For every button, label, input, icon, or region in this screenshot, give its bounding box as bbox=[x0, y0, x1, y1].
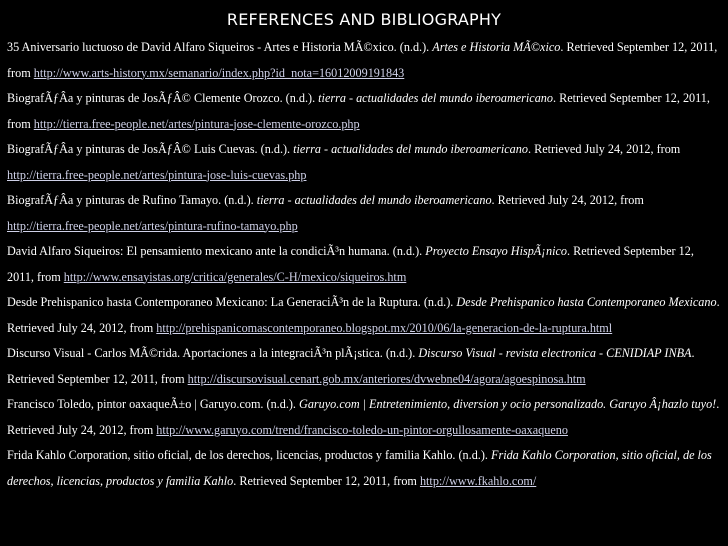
reference-source-title: Frida Kahlo Corporation, sitio oficial, de los bbox=[491, 448, 712, 462]
reference-text: BiografÃƒÂa y pinturas de JosÃƒÂ© Luis Cuevas. (n.d.). bbox=[7, 142, 294, 156]
reference-line bbox=[7, 38, 727, 64]
reference-line bbox=[7, 319, 727, 345]
reference-retrieved: Retrieved September 12, 2011, from bbox=[7, 371, 188, 386]
reference-retrieved: . Retrieved September 12, 2011, from bbox=[233, 473, 420, 488]
reference-item bbox=[7, 89, 727, 140]
reference-item bbox=[7, 344, 727, 395]
reference-source-title: Garuyo.com | Entretenimiento, diversion y ocio personalizado. Garuyo Â¡hazlo tuyo! bbox=[299, 397, 717, 411]
reference-text: 35 Aniversario luctuoso de David Alfaro Siqueiros - Artes e Historia MÃ©xico. (n.d.). bbox=[7, 40, 433, 54]
reference-source-title: derechos, licencias, productos y familia Kahlo bbox=[7, 473, 234, 488]
reference-line bbox=[7, 472, 727, 498]
reference-text: Discurso Visual - Carlos MÃ©rida. Aportaciones a la integraciÃ³n plÃ¡stica. (n.d.). bbox=[7, 346, 419, 360]
reference-link[interactable]: http://prehispanicomascontemporaneo.blogspot.mx/2010/06/la-generacion-de-la-ruptura.html bbox=[156, 320, 613, 335]
reference-source-title: tierra - actualidades del mundo iberoamericano bbox=[318, 91, 553, 105]
reference-source-title: Desde Prehispanico hasta Contemporaneo Mexicano bbox=[456, 295, 717, 309]
reference-text: Desde Prehispanico hasta Contemporaneo Mexicano: La GeneraciÃ³n de la Ruptura. (n.d.). bbox=[7, 295, 457, 309]
reference-line bbox=[7, 268, 727, 294]
reference-retrieved: . Retrieved July 24, 2012, from bbox=[527, 142, 681, 156]
reference-retrieved: . Retrieved July 24, 2012, from bbox=[491, 193, 644, 207]
reference-link[interactable]: http://www.garuyo.com/trend/francisco-toledo-un-pintor-orgullosamente-oaxaqueno bbox=[156, 422, 568, 437]
reference-source-title: Proyecto Ensayo HispÃ¡nico bbox=[425, 244, 567, 258]
page-title: REFERENCES AND BIBLIOGRAPHY bbox=[226, 10, 502, 29]
reference-retrieved: . bbox=[716, 295, 720, 309]
reference-source-title: tierra - actualidades del mundo iberoamericano bbox=[293, 142, 528, 156]
reference-line bbox=[7, 191, 727, 217]
reference-line bbox=[7, 446, 727, 472]
reference-text: BiografÃƒÂa y pinturas de JosÃƒÂ© Clemente Orozco. (n.d.). bbox=[7, 91, 319, 105]
reference-line bbox=[7, 217, 727, 243]
reference-link[interactable]: http://tierra.free-people.net/artes/pintura-jose-luis-cuevas.php bbox=[7, 167, 307, 182]
reference-retrieved: . bbox=[691, 346, 695, 360]
reference-source-title: Artes e Historia MÃ©xico bbox=[432, 40, 561, 54]
reference-line bbox=[7, 166, 727, 192]
reference-link[interactable]: http://www.arts-history.mx/semanario/index.php?id_nota=16012009191843 bbox=[33, 65, 405, 80]
reference-text: David Alfaro Siqueiros: El pensamiento mexicano ante la condiciÃ³n humana. (n.d.). bbox=[7, 244, 426, 258]
reference-retrieved: from bbox=[7, 116, 34, 131]
reference-retrieved: 2011, from bbox=[7, 269, 64, 284]
reference-line bbox=[7, 89, 727, 115]
reference-link[interactable]: http://www.ensayistas.org/critica/generales/C-H/mexico/siqueiros.htm bbox=[63, 269, 407, 284]
reference-link[interactable]: http://tierra.free-people.net/artes/pintura-jose-clemente-orozco.php bbox=[33, 116, 360, 131]
reference-line bbox=[7, 293, 727, 319]
reference-line bbox=[7, 421, 727, 447]
reference-text: BiografÃƒÂa y pinturas de Rufino Tamayo. (n.d.). bbox=[7, 193, 257, 207]
reference-retrieved: . Retrieved September 12, bbox=[566, 244, 694, 258]
reference-item bbox=[7, 293, 727, 344]
reference-item bbox=[7, 140, 727, 191]
reference-line bbox=[7, 242, 727, 268]
reference-retrieved: Retrieved July 24, 2012, from bbox=[7, 320, 157, 335]
reference-retrieved: . bbox=[716, 397, 720, 411]
reference-item bbox=[7, 242, 727, 293]
reference-retrieved: Retrieved July 24, 2012, from bbox=[7, 422, 157, 437]
reference-line bbox=[7, 370, 727, 396]
reference-text: Frida Kahlo Corporation, sitio oficial, de los derechos, licencias, productos y familia Kahlo. (n.d.). bbox=[7, 448, 491, 462]
reference-item bbox=[7, 38, 727, 89]
reference-item bbox=[7, 446, 727, 497]
reference-item bbox=[7, 191, 727, 242]
reference-source-title: tierra - actualidades del mundo iberoamericano bbox=[256, 193, 492, 207]
reference-source-title: Discurso Visual - revista electronica - CENIDIAP INBA bbox=[418, 346, 692, 360]
reference-text: Francisco Toledo, pintor oaxaqueÃ±o | Garuyo.com. (n.d.). bbox=[7, 397, 300, 411]
reference-line bbox=[7, 344, 727, 370]
reference-line bbox=[7, 64, 727, 90]
reference-line bbox=[7, 395, 727, 421]
reference-retrieved: . Retrieved September 12, 2011, bbox=[560, 40, 718, 54]
reference-link[interactable]: http://tierra.free-people.net/artes/pintura-rufino-tamayo.php bbox=[7, 218, 298, 233]
reference-item bbox=[7, 395, 727, 446]
reference-link[interactable]: http://www.fkahlo.com/ bbox=[419, 473, 537, 488]
reference-retrieved: from bbox=[7, 65, 34, 80]
reference-retrieved: . Retrieved September 12, 2011, bbox=[552, 91, 710, 105]
reference-link[interactable]: http://discursovisual.cenart.gob.mx/anteriores/dvwebne04/agora/agoespinosa.htm bbox=[187, 371, 586, 386]
reference-line bbox=[7, 115, 727, 141]
reference-list bbox=[7, 38, 727, 497]
reference-line bbox=[7, 140, 727, 166]
